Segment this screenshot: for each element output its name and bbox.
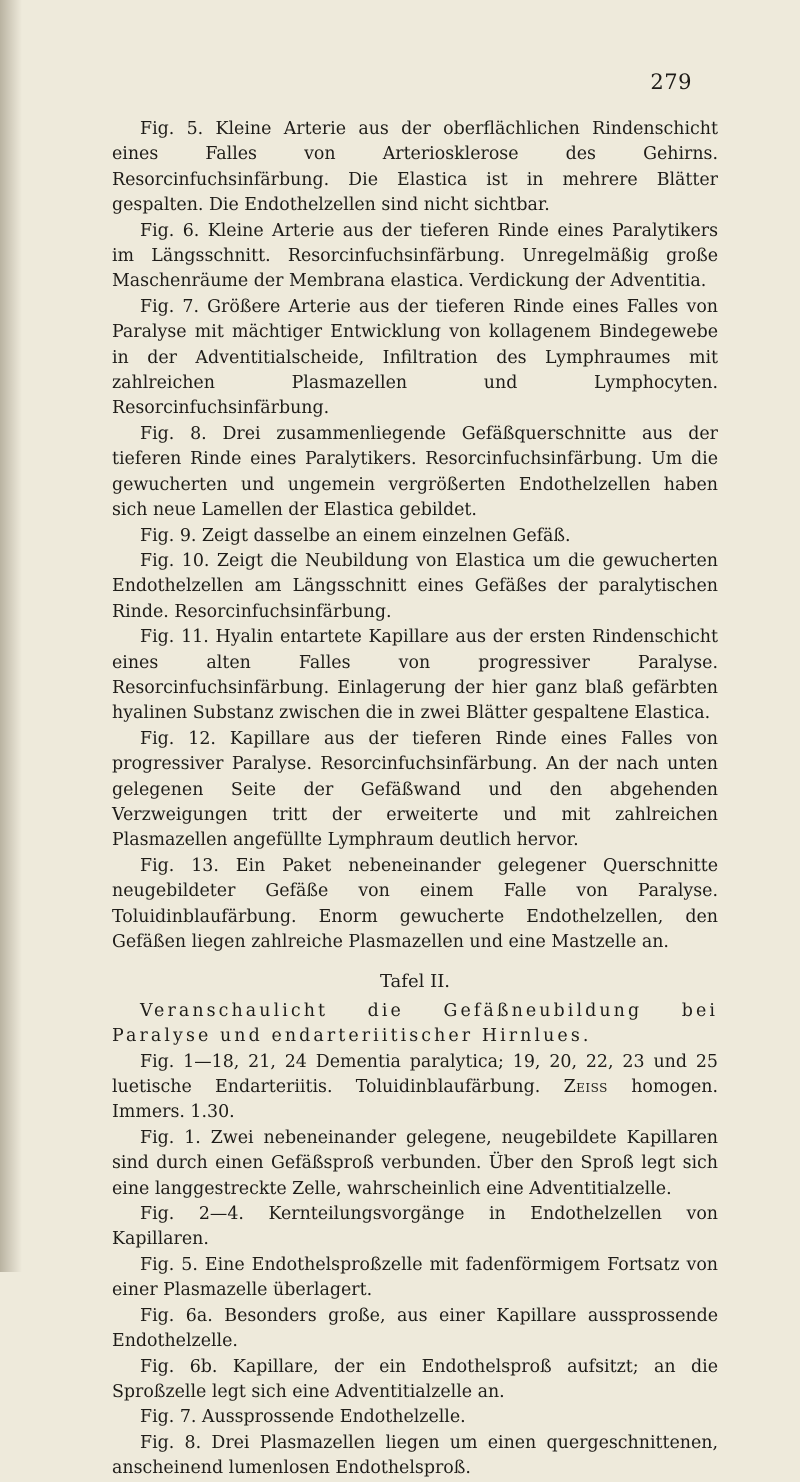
page-edge-shadow (0, 0, 22, 1272)
caption-fig-8: Fig. 8. Drei zusammenliegende Gefäßquerschnitte aus der tieferen Rinde eines Paralytikers. Resorcinfuchsinfärbung. Um die gewucherten und ungemein vergrößerten Endothelzellen haben sich neue Lamellen der Elastica gebildet. (112, 423, 718, 521)
caption-plate2-fig-5: Fig. 5. Eine Endothelsproßzelle mit fadenförmigem Fortsatz von einer Plasmazelle überlagert. (112, 1254, 718, 1301)
caption-fig-11: Fig. 11. Hyalin entartete Kapillare aus der ersten Rindenschicht eines alten Falles von progressiver Paralyse. Resorcinfuchsinfärbung. Einlagerung der hier ganz blaß gefärbten hyalinen Substanz zwischen die in zwei Blätter gespaltene Elastica. (112, 627, 718, 724)
caption-fig-5: Fig. 5. Kleine Arterie aus der oberflächlichen Rindenschicht eines Falles von Arteriosklerose des Gehirns. Resorcinfuchsinfärbung. Die Elastica ist in mehrere Blätter gespalten. Die Endothelzellen sind nicht sichtbar. (112, 119, 718, 216)
plate-intro-name: Zeiss (563, 1077, 608, 1098)
caption-fig-7: Fig. 7. Größere Arterie aus der tieferen Rinde eines Falles von Paralyse mit mächtiger Entwicklung von kollagenem Bindegewebe in der Adventitialscheide, Infiltration des Lymphraumes mit zahlreichen Plasmazellen und Lymphocyten. Resorcinfuchsinfärbung. (112, 296, 718, 419)
page-text (112, 117, 718, 1482)
plate-intro-text-end: homogen. Immers. 1.30. (112, 1077, 718, 1123)
caption-plate2-fig-1: Fig. 1. Zwei nebeneinander gelegene, neugebildete Kapillaren sind durch einen Gefäßsproß verbunden. Über den Sproß legt sich eine langgestreckte Zelle, wahrscheinlich eine Adventitialzelle. (112, 1127, 718, 1199)
caption-plate2-fig-6a: Fig. 6a. Besonders große, aus einer Kapillare aussprossende Endothelzelle. (112, 1305, 718, 1352)
caption-fig-13: Fig. 13. Ein Paket nebeneinander gelegener Querschnitte neugebildeter Gefäße von einem Falle von Paralyse. Toluidinblaufärbung. Enorm gewucherte Endothelzellen, den Gefäßen liegen zahlreiche Plasmazellen und eine Mastzelle an. (112, 855, 718, 952)
caption-fig-6: Fig. 6. Kleine Arterie aus der tieferen Rinde eines Paralytikers im Längsschnitt. Resorcinfuchsinfärbung. Unregelmäßig große Maschenräume der Membrana elastica. Verdickung der Adventitia. (112, 220, 718, 292)
plate-intro-text: Fig. 1—18, 21, 24 Dementia paralytica; 19, 20, 22, 23 und 25 luetische Endarteriitis. Toluidinblaufärbung. (112, 1051, 718, 1098)
plate-subtitle: Veranschaulicht die Gefäßneubildung bei Paralyse und endarteriitischer Hirnlues. (112, 1000, 718, 1047)
caption-fig-12: Fig. 12. Kapillare aus der tieferen Rinde eines Falles von progressiver Paralyse. Resorcinfuchsinfärbung. An der nach unten gelegenen Seite der Gefäßwand und den abgehenden Verzweigungen tritt der erweiterte und mit zahlreichen Plasmazellen angefüllte Lymphraum deutlich hervor. (112, 728, 718, 851)
plate-heading: Tafel II. (379, 971, 451, 993)
plate-intro (112, 1050, 718, 1126)
caption-fig-10: Fig. 10. Zeigt die Neubildung von Elastica um die gewucherten Endothelzellen am Längsschnitt eines Gefäßes der paralytischen Rinde. Resorcinfuchsinfärbung. (112, 550, 718, 622)
page-number: 279 (650, 70, 692, 94)
caption-plate2-fig-6b: Fig. 6b. Kapillare, der ein Endothelsproß aufsitzt; an die Sproßzelle legt sich eine Adventitialzelle an. (112, 1356, 718, 1402)
caption-fig-9: Fig. 9. Zeigt dasselbe an einem einzelnen Gefäß. (140, 525, 571, 546)
caption-plate2-fig-2-4: Fig. 2—4. Kernteilungsvorgänge in Endothelzellen von Kapillaren. (112, 1204, 718, 1250)
caption-plate2-fig-8: Fig. 8. Drei Plasmazellen liegen um einen quergeschnittenen, anscheinend lumenlosen Endothelsproß. (112, 1432, 718, 1479)
caption-plate2-fig-7: Fig. 7. Aussprossende Endothelzelle. (140, 1407, 466, 1428)
